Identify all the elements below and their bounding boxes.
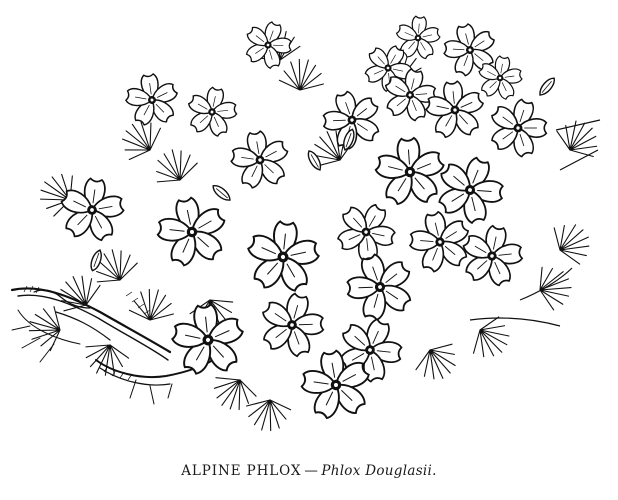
flower-cluster — [55, 15, 557, 425]
caption-common-name: ALPINE PHLOX — [181, 463, 302, 479]
caption-separator: — — [304, 463, 319, 479]
plate-caption — [0, 463, 618, 479]
caption-latin-name: Phlox Douglasii. — [321, 463, 437, 479]
